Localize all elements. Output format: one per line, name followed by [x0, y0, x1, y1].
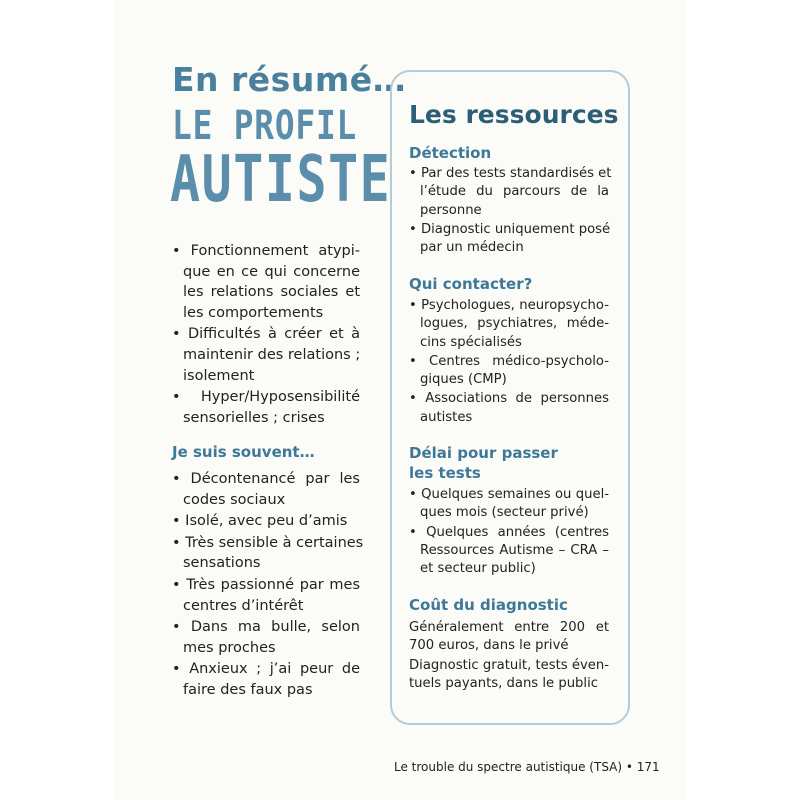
title-line-1: En résumé… [172, 60, 407, 99]
text-line: • Anxieux ; j’ai peur de [172, 661, 360, 678]
text-line: 700 euros, dans le privé [409, 638, 569, 654]
heading-line: les tests [409, 464, 481, 482]
list-item [409, 486, 609, 523]
text-line: • Diagnostic uniquement posé [409, 221, 611, 237]
resource-list [409, 486, 609, 579]
text-line: que en ce qui concerne [183, 263, 360, 280]
list-item [172, 324, 360, 386]
text-line: personne [420, 202, 482, 218]
text-line: • Décontenancé par les [172, 470, 360, 487]
page-footer: Le trouble du spectre autistique (TSA) • 171 [394, 760, 660, 774]
text-line: mes proches [183, 639, 276, 656]
title-line-3: AUTISTE [170, 143, 392, 217]
text-line: par un médecin [420, 240, 524, 256]
profile-list [172, 241, 364, 701]
list-item [409, 297, 609, 352]
text-line: faire des faux pas [183, 681, 313, 698]
text-line: • Isolé, avec peu d’amis [172, 513, 348, 530]
text-line: isolement [183, 367, 255, 384]
text-line: autistes [420, 409, 473, 425]
text-line: tuels payants, dans le public [409, 675, 599, 691]
list-item [172, 241, 360, 323]
list-item [172, 575, 360, 616]
text-line: les relations sociales et [183, 284, 360, 301]
list-item [172, 533, 364, 574]
list-item [172, 659, 360, 700]
text-line: • Par des tests standardisés et [409, 166, 612, 181]
heading-line: Coût du diagnostic [409, 596, 568, 614]
text-line: et secteur public) [420, 561, 536, 577]
resources-title: Les ressources [409, 100, 619, 129]
resource-list [409, 165, 612, 258]
text-line: les comportements [183, 304, 324, 321]
text-line: giques (CMP) [420, 372, 507, 388]
list-item [409, 657, 609, 694]
list-item [409, 390, 609, 427]
text-line: sensations [183, 555, 261, 572]
text-line: maintenir des relations ; [183, 346, 361, 363]
list-item [409, 619, 609, 656]
text-line: • Très sensible à certaines [172, 534, 364, 551]
text-line: codes sociaux [183, 491, 286, 508]
text-line: ques mois (secteur privé) [420, 505, 589, 521]
resource-heading [409, 274, 532, 294]
text-line: • Centres médico-psycholo- [409, 353, 609, 369]
text-line: • Associations de personnes [409, 391, 609, 407]
list-item [172, 511, 360, 532]
text-line: • Difficultés à créer et à [172, 326, 360, 343]
text-line: Ressources Autisme – CRA – [420, 542, 609, 558]
text-line: l’étude du parcours de la [420, 184, 609, 200]
resource-heading [409, 443, 558, 483]
text-line: Diagnostic gratuit, tests éven- [409, 657, 610, 673]
text-line: • Psychologues, neuropsycho- [409, 298, 609, 313]
text-line: cins spécialisés [420, 334, 522, 350]
text-line: centres d’intérêt [183, 597, 304, 614]
title-line-2: LE PROFIL [172, 103, 358, 149]
list-item [172, 617, 360, 658]
text-line: • Quelques années (centres [409, 524, 609, 540]
text-line: sensorielles ; crises [183, 409, 325, 426]
list-item [409, 353, 609, 390]
text-line: Généralement entre 200 et [409, 620, 609, 635]
text-line: • Fonctionnement atypi- [172, 243, 360, 259]
list-item [172, 469, 360, 510]
text-line: • Très passionné par mes [172, 576, 360, 593]
list-item [409, 165, 612, 220]
resource-list [409, 619, 609, 694]
text-line: • Hyper/Hyposensibilité [172, 389, 360, 406]
section-heading: Je suis souvent… [172, 443, 315, 462]
heading-line: Détection [409, 144, 492, 162]
list-item [172, 387, 360, 428]
resource-list [409, 297, 609, 428]
text-line: logues, psychiatres, méde- [420, 316, 609, 332]
resource-heading [409, 143, 491, 163]
list-item [409, 524, 609, 579]
resource-heading [409, 595, 568, 615]
heading-line: Qui contacter? [409, 275, 533, 293]
text-line: • Dans ma bulle, selon [172, 619, 360, 636]
list-item [409, 221, 609, 258]
heading-line: Délai pour passer [409, 444, 558, 462]
text-line: • Quelques semaines ou quel- [409, 487, 609, 502]
